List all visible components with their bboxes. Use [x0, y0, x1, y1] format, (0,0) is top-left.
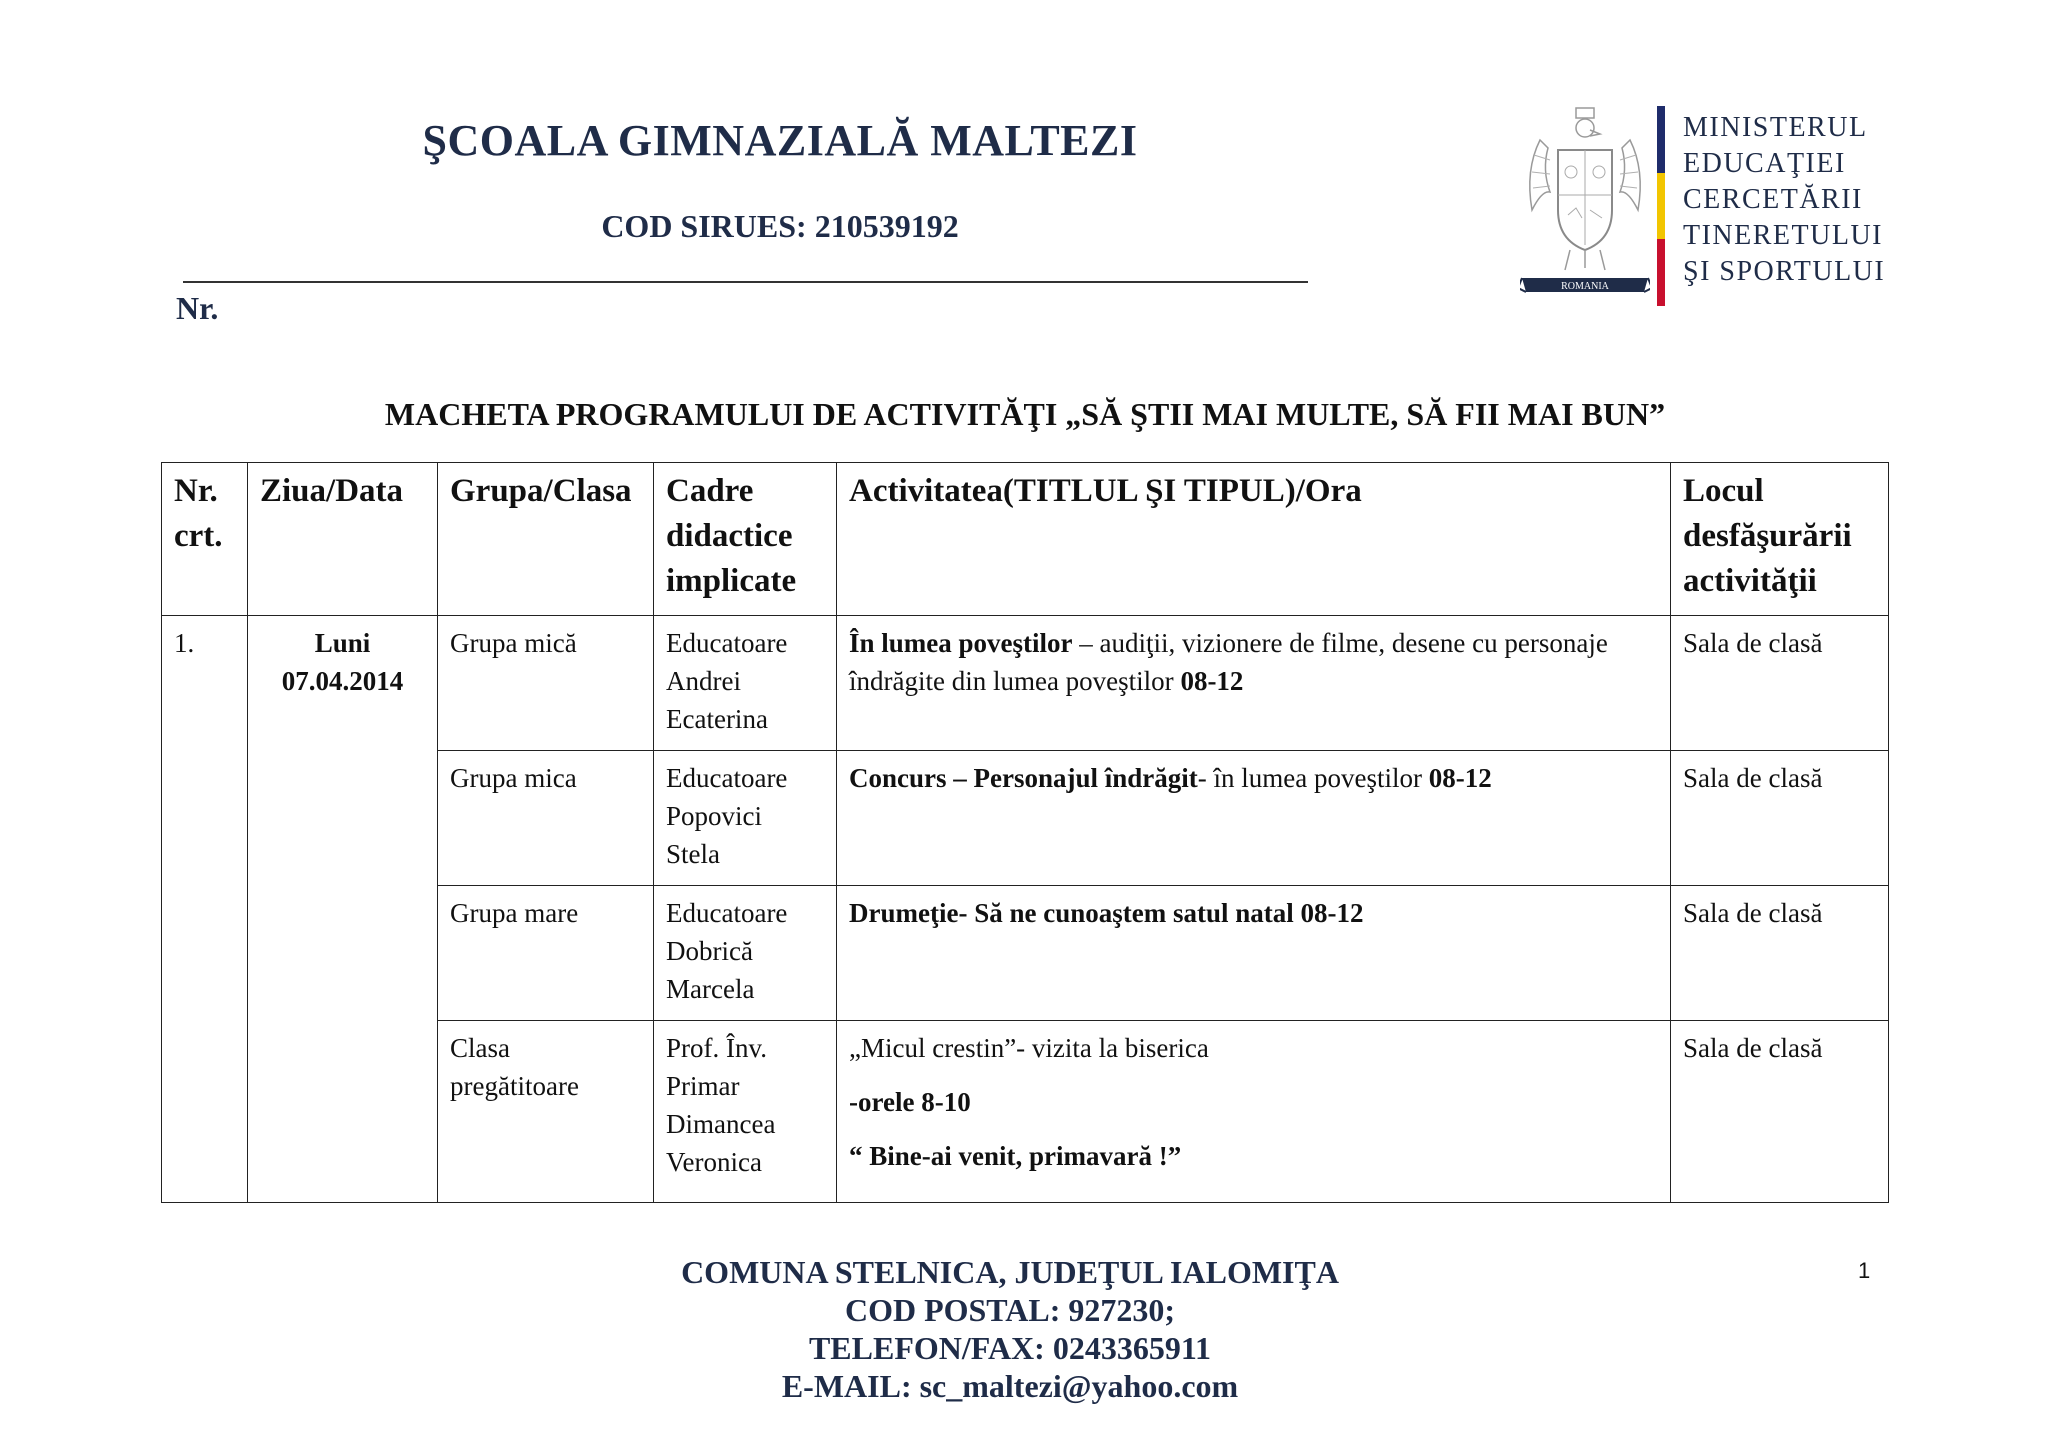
location-cell: Sala de clasă [1671, 616, 1889, 751]
cod-sirues: COD SIRUES: 210539192 [601, 208, 959, 244]
flag-stripe-yellow [1657, 173, 1665, 240]
location-cell: Sala de clasă [1671, 1021, 1889, 1203]
group-cell: Grupa mare [438, 886, 654, 1021]
group-cell: Grupa mică [438, 616, 654, 751]
column-header-activity: Activitatea(TITLUL ŞI TIPUL)/Ora [837, 463, 1671, 616]
romanian-flag-bar [1657, 106, 1665, 306]
activity-description: – audiţii, vizionere de filme, desene cu personaje îndrăgite din lumea poveştilor [849, 628, 1608, 696]
ministry-line: CERCETĂRII [1683, 184, 1863, 215]
staff-line: Educatoare [666, 898, 788, 928]
column-header-location: Locul desfăşurării activităţii [1671, 463, 1889, 616]
crest-banner-label: ROMANIA [1561, 281, 1609, 292]
page-number: 1 [1858, 1258, 1871, 1283]
activity-title: În lumea poveştilor [849, 628, 1073, 658]
ministry-line: MINISTERUL [1683, 112, 1868, 143]
ministry-line: TINERETULUI [1683, 220, 1884, 251]
table-header-row [162, 463, 1889, 616]
location-cell: Sala de clasă [1671, 751, 1889, 886]
school-name: ŞCOALA GIMNAZIALĂ MALTEZI [422, 116, 1138, 165]
registration-number-label: Nr. [176, 290, 219, 326]
staff-line: Educatoare [666, 628, 788, 658]
activity-cell [837, 1021, 1671, 1203]
activity-schedule-table [161, 462, 1889, 1203]
column-header-nr: Nr. crt. [162, 463, 248, 616]
column-header-date: Ziua/Data [248, 463, 438, 616]
activity-cell [837, 616, 1671, 751]
footer-postal-code: COD POSTAL: 927230; [844, 1292, 1176, 1328]
flag-stripe-red [1657, 239, 1665, 306]
column-header-staff: Cadre didactice implicate [654, 463, 837, 616]
staff-line: Dimancea [666, 1109, 776, 1139]
group-cell: Grupa mica [438, 751, 654, 886]
column-header-group: Grupa/Clasa [438, 463, 654, 616]
staff-cell [654, 751, 837, 886]
activity-time: 08-12 [1180, 666, 1244, 696]
activity-time: 08-12 [1428, 763, 1492, 793]
ministry-line: ŞI SPORTULUI [1683, 256, 1886, 287]
footer-address: COMUNA STELNICA, JUDEŢUL IALOMIŢA [681, 1254, 1339, 1290]
staff-line: Educatoare [666, 763, 788, 793]
header-divider [183, 281, 1308, 283]
activity-cell [837, 751, 1671, 886]
activity-time: -orele 8-10 [849, 1087, 971, 1117]
staff-cell [654, 1021, 837, 1203]
staff-line: Veronica [666, 1147, 762, 1177]
staff-line: Marcela [666, 974, 755, 1004]
staff-line: Primar [666, 1071, 740, 1101]
date-label: 07.04.2014 [281, 666, 404, 696]
staff-line: Prof. Înv. [666, 1033, 767, 1063]
table-row [162, 616, 1889, 751]
footer-phone: TELEFON/FAX: 0243365911 [808, 1330, 1212, 1366]
nr-cell: 1. [162, 616, 248, 1203]
staff-cell [654, 616, 837, 751]
activity-title: “ Bine-ai venit, primavară !” [849, 1141, 1182, 1171]
staff-cell [654, 886, 837, 1021]
romania-coat-of-arms-icon [1520, 100, 1650, 300]
location-cell: Sala de clasă [1671, 886, 1889, 1021]
staff-line: Popovici [666, 801, 763, 831]
flag-stripe-blue [1657, 106, 1665, 173]
activity-description: - în lumea poveştilor [1197, 763, 1429, 793]
activity-cell [837, 886, 1671, 1021]
activity-line: „Micul crestin”- vizita la biserica [849, 1033, 1209, 1063]
ministry-logo [1520, 100, 1900, 310]
ministry-line: EDUCAŢIEI [1683, 148, 1846, 179]
footer-contact [560, 1253, 1460, 1405]
staff-line: Andrei [666, 666, 741, 696]
date-cell [248, 616, 438, 1203]
day-label: Luni [314, 628, 371, 658]
group-cell: Clasa pregătitoare [438, 1021, 654, 1203]
document-title: MACHETA PROGRAMULUI DE ACTIVITĂŢI „SĂ ŞTII MAI MULTE, SĂ FII MAI BUN” [384, 396, 1666, 432]
staff-line: Stela [666, 839, 720, 869]
footer-email: E-MAIL: sc_maltezi@yahoo.com [781, 1368, 1239, 1404]
ministry-name [1683, 110, 1885, 290]
staff-line: Dobrică [666, 936, 753, 966]
activity-title: Drumeţie- Să ne cunoaştem satul natal 08-12 [849, 898, 1364, 928]
staff-line: Ecaterina [666, 704, 768, 734]
activity-title: Concurs – Personajul îndrăgit [849, 763, 1198, 793]
